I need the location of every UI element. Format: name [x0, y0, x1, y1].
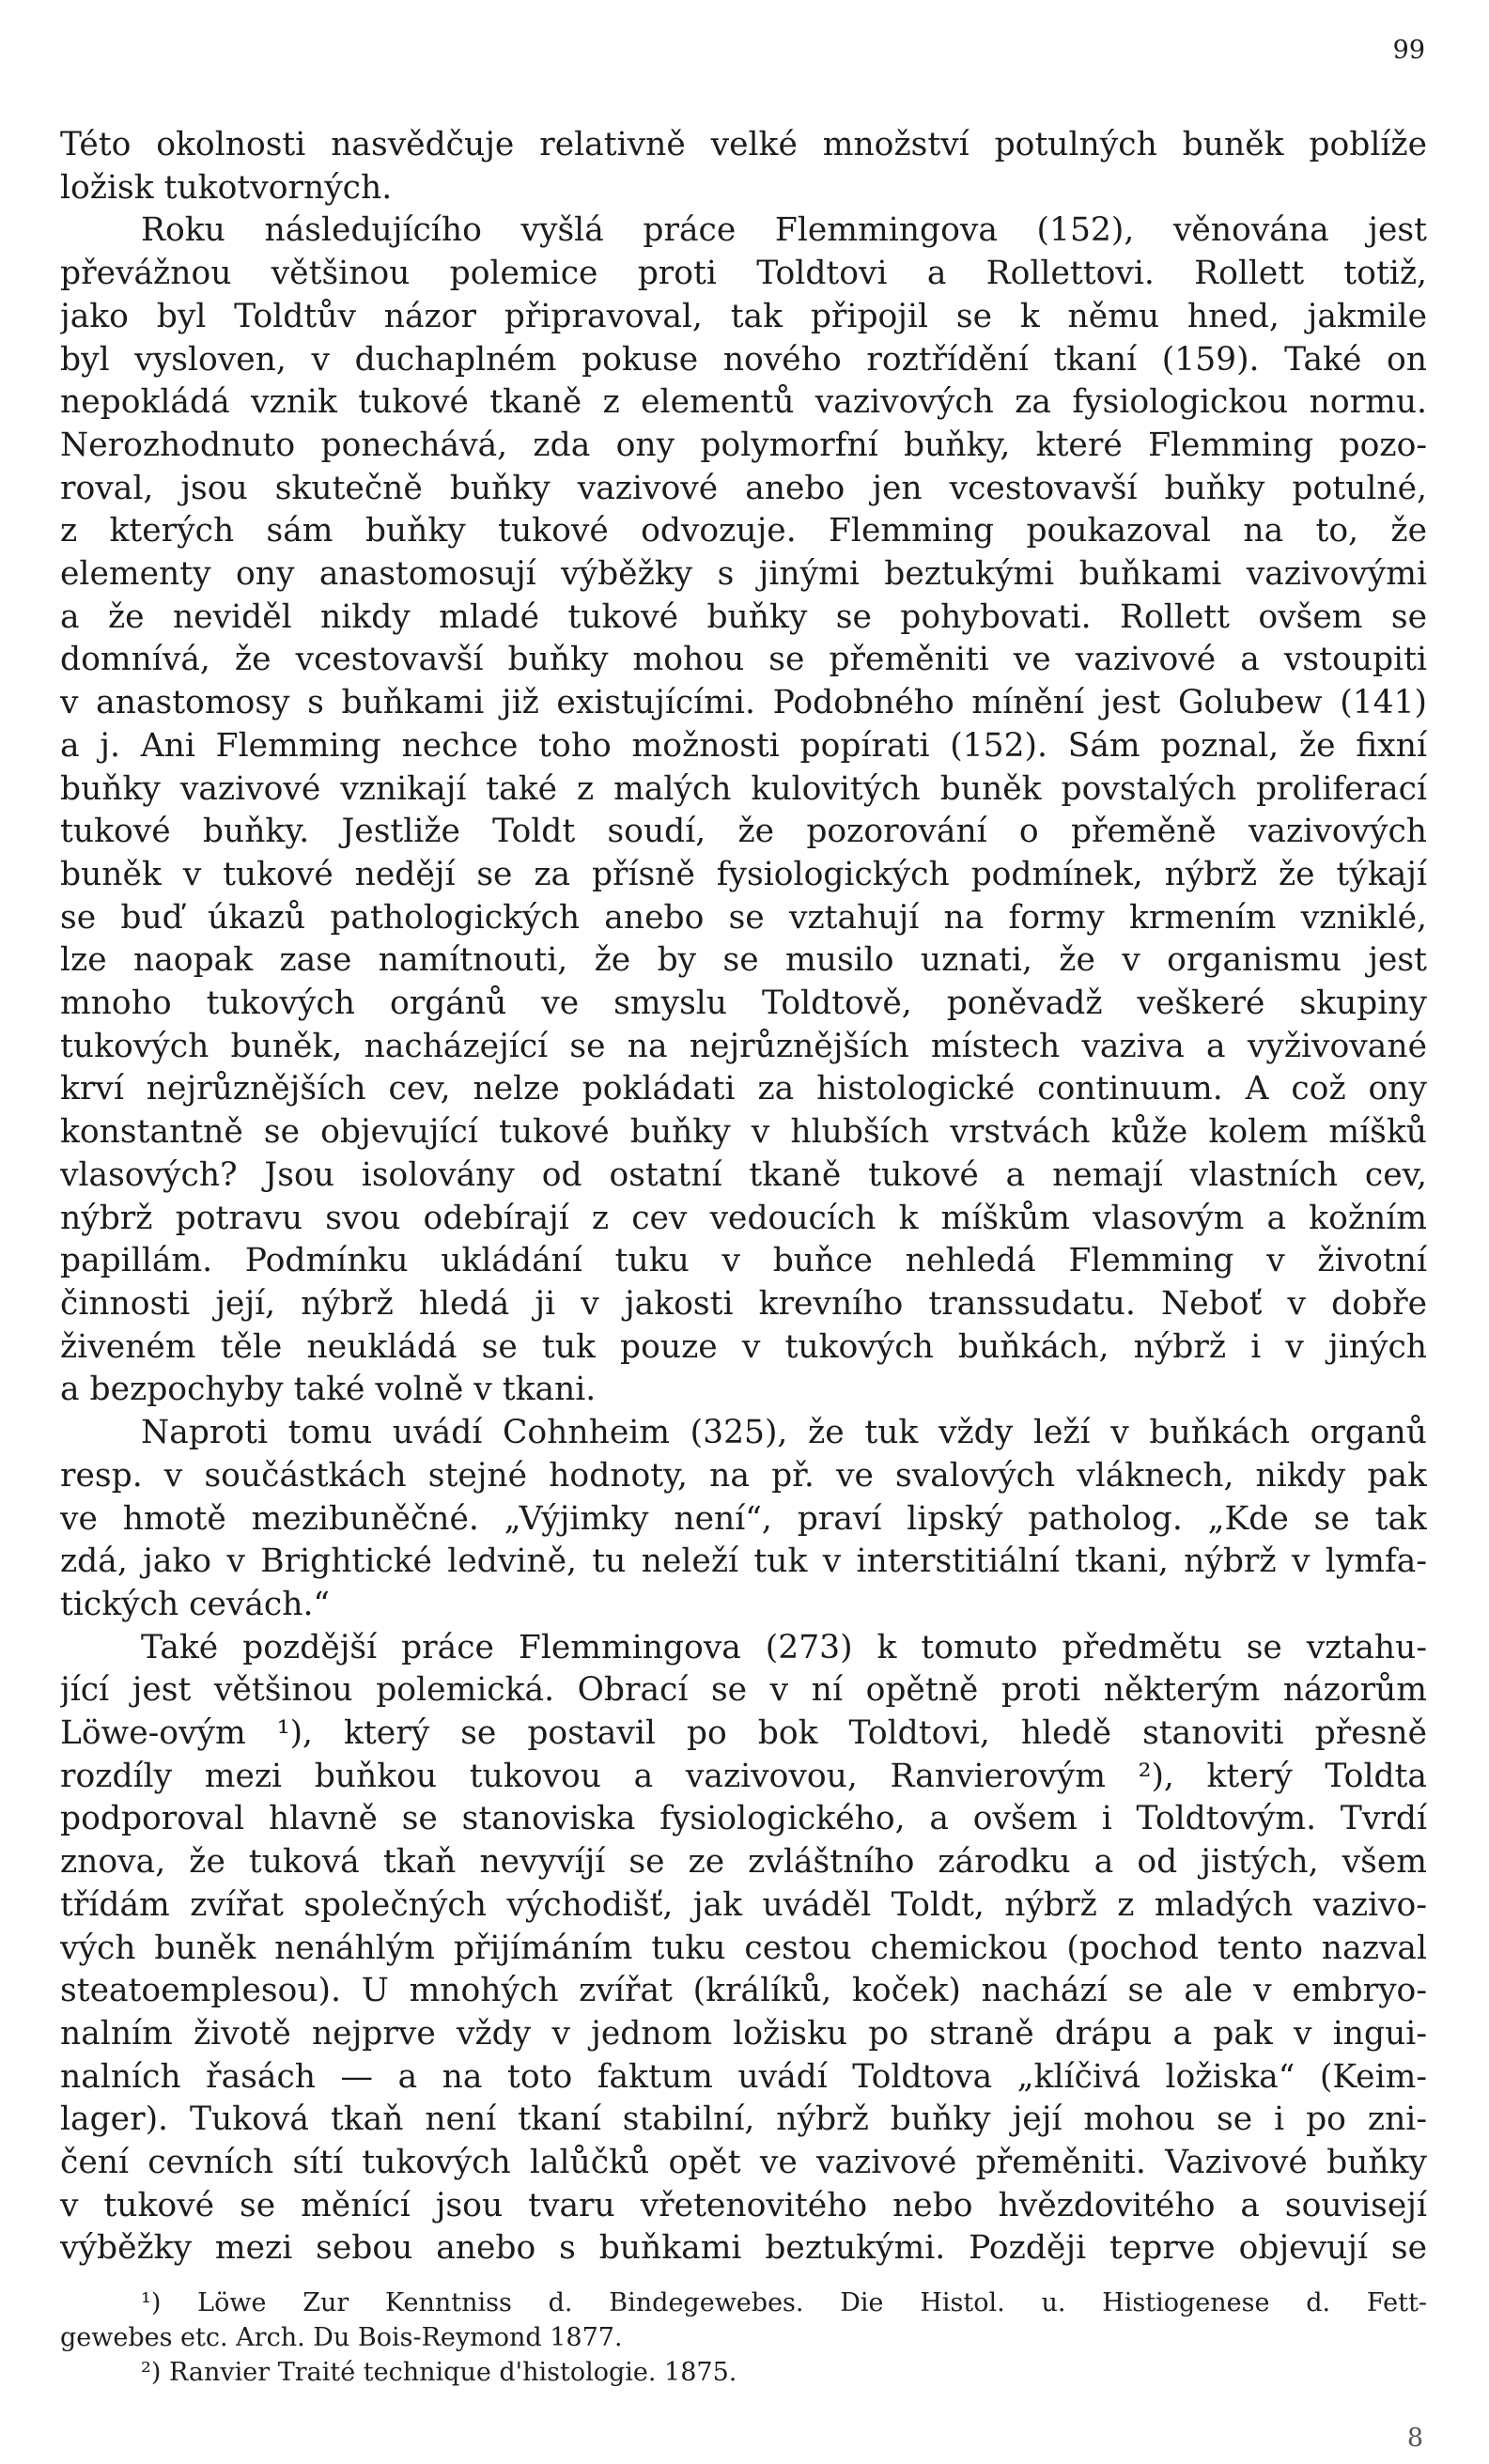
text-line: činnosti její, nýbrž hledá ji v jakosti krevního transsudatu. Neboť v dobře [60, 1284, 1427, 1323]
text-line: buněk v tukové nedějí se za přísně fysiologických podmínek, nýbrž že týkají [60, 855, 1427, 893]
footnotes [60, 2286, 1427, 2390]
text-line: buňky vazivové vznikají také z malých kulovitých buněk povstalých proliferací [60, 769, 1427, 808]
text-line: jící jest většinou polemická. Obrací se v ní opětně proti některým názorům [60, 1671, 1427, 1710]
text-line: krví nejrůznějších cev, nelze pokládati za histologické continuum. A což ony [60, 1070, 1427, 1108]
footnote-line: ²) Ranvier Traité technique d'histologie. 1875. [141, 2358, 737, 2387]
text-line: ložisk tukotvorných. [60, 168, 393, 207]
text-line: vých buněk nenáhlým přijímáním tuku cestou chemickou (pochod tento nazval [60, 1929, 1427, 1967]
text-line: podporoval hlavně se stanoviska fysiologického, a ovšem i Toldtovým. Tvrdí [60, 1800, 1427, 1838]
text-line: steatoemplesou). U mnohých zvířat (králíků, koček) nachází se ale v embryo- [60, 1972, 1427, 2010]
text-line: z kterých sám buňky tukové odvozuje. Flemming poukazoval na to, že [60, 512, 1427, 550]
text-line: v anastomosy s buňkami již existujícími. Podobného mínění jest Golubew (141) [60, 684, 1427, 722]
text-line: vlasových? Jsou isolovány od ostatní tkaně tukové a nemají vlastních cev, [60, 1155, 1427, 1194]
page-number: 99 [1392, 36, 1425, 65]
text-line: Také pozdější práce Flemmingova (273) k tomuto předmětu se vztahu- [141, 1628, 1427, 1666]
text-line: v tukové se měnící jsou tvaru vřetenovitého nebo hvězdovitého a souvisejí [60, 2186, 1427, 2224]
text-line: ve hmotě mezibuněčné. „Výjimky není“, praví lipský patholog. „Kde se tak [60, 1499, 1427, 1538]
text-line: nalním životě nejprve vždy v jednom ložisku po straně drápu a pak v ingui- [60, 2014, 1427, 2053]
text-line: se buď úkazů pathologických anebo se vztahují na formy krmením vzniklé, [60, 898, 1427, 937]
text-line: lager). Tuková tkaň není tkaní stabilní, nýbrž buňky její mohou se i po zni- [60, 2100, 1427, 2139]
text-line: a bezpochyby také volně v tkani. [60, 1371, 597, 1409]
text-line: rozdíly mezi buňkou tukovou a vazivovou, Ranvierovým ²), který Toldta [60, 1757, 1427, 1795]
text-line: konstantně se objevující tukové buňky v hlubších vrstvách kůže kolem míšků [60, 1113, 1427, 1152]
text-line: znova, že tuková tkaň nevyvíjí se ze zvláštního zárodku a od jistých, všem [60, 1843, 1427, 1882]
footnote-line: ¹) Löwe Zur Kenntniss d. Bindegewebes. Die Histol. u. Histiogenese d. Fett- [141, 2288, 1427, 2317]
text-line: elementy ony anastomosují výběžky s jinými beztukými buňkami vazivovými [60, 555, 1427, 594]
text-line: Této okolnosti nasvědčuje relativně velké množství potulných buněk poblíže [60, 126, 1427, 163]
text-line: zdá, jako v Brightické ledvině, tu neleží tuk v interstitiální tkani, nýbrž v lymfa- [60, 1542, 1427, 1581]
text-line: tických cevách.“ [60, 1585, 331, 1623]
text-line: Naproti tomu uvádí Cohnheim (325), že tuk vždy leží v buňkách organů [141, 1414, 1427, 1452]
text-line: nalních řasách — a na toto faktum uvádí Toldtova „klíčivá ložiska“ (Keim- [60, 2057, 1427, 2096]
text-line: Roku následujícího vyšlá práce Flemmingova (152), věnována jest [141, 211, 1427, 250]
text-line: tukové buňky. Jestliže Toldt soudí, že pozorování o přeměně vazivových [60, 813, 1427, 851]
text-line: Löwe-ovým ¹), který se postavil po bok Toldtovi, hledě stanoviti přesně [60, 1714, 1427, 1753]
text-line: mnoho tukových orgánů ve smyslu Toldtově, poněvadž veškeré skupiny [60, 984, 1427, 1023]
body-text [60, 124, 1427, 2270]
text-line: papillám. Podmínku ukládání tuku v buňce nehledá Flemming v životní [60, 1242, 1427, 1280]
text-line: roval, jsou skutečně buňky vazivové anebo jen vcestovavší buňky potulné, [60, 469, 1427, 507]
text-line: živeném těle neukládá se tuk pouze v tukových buňkách, nýbrž i v jiných [60, 1327, 1427, 1366]
text-line: převážnou většinou polemice proti Toldtovi a Rollettovi. Rollett totiž, [60, 255, 1427, 293]
text-line: jako byl Toldtův názor připravoval, tak připojil se k němu hned, jakmile [60, 297, 1427, 335]
text-line: a že neviděl nikdy mladé tukové buňky se pohybovati. Rollett ovšem se [60, 597, 1427, 636]
text-line: výběžky mezi sebou anebo s buňkami beztukými. Později teprve objevují se [60, 2229, 1427, 2268]
text-line: byl vysloven, v duchaplném pokuse nového roztřídění tkaní (159). Také on [60, 340, 1427, 379]
text-line: nýbrž potravu svou odebírají z cev vedoucích k míškům vlasovým a kožním [60, 1199, 1427, 1237]
text-line: čení cevních sítí tukových lalůčků opět ve vazivové přeměniti. Vazivové buňky [60, 2144, 1427, 2182]
text-line: resp. v součástkách stejné hodnoty, na př. ve svalových vláknech, nikdy pak [60, 1456, 1427, 1495]
footnote-line: gewebes etc. Arch. Du Bois-Reymond 1877. [60, 2323, 623, 2352]
text-line: tukových buněk, nacházející se na nejrůznějších místech vaziva a vyživované [60, 1027, 1427, 1065]
text-line: a j. Ani Flemming nechce toho možnosti popírati (152). Sám poznal, že fixní [60, 726, 1427, 765]
text-line: třídám zvířat společných východišť, jak uváděl Toldt, nýbrž z mladých vazivo- [60, 1885, 1427, 1924]
text-line: lze naopak zase namítnouti, že by se musilo uznati, že v organismu jest [60, 941, 1427, 980]
text-line: domnívá, že vcestovavší buňky mohou se přeměniti ve vazivové a vstoupiti [60, 641, 1427, 679]
signature-mark: 8 [1406, 2424, 1423, 2453]
text-line: Nerozhodnuto ponechává, zda ony polymorfní buňky, které Flemming pozo- [60, 426, 1427, 464]
text-line: nepokládá vznik tukové tkaně z elementů vazivových za fysiologickou normu. [60, 383, 1427, 422]
